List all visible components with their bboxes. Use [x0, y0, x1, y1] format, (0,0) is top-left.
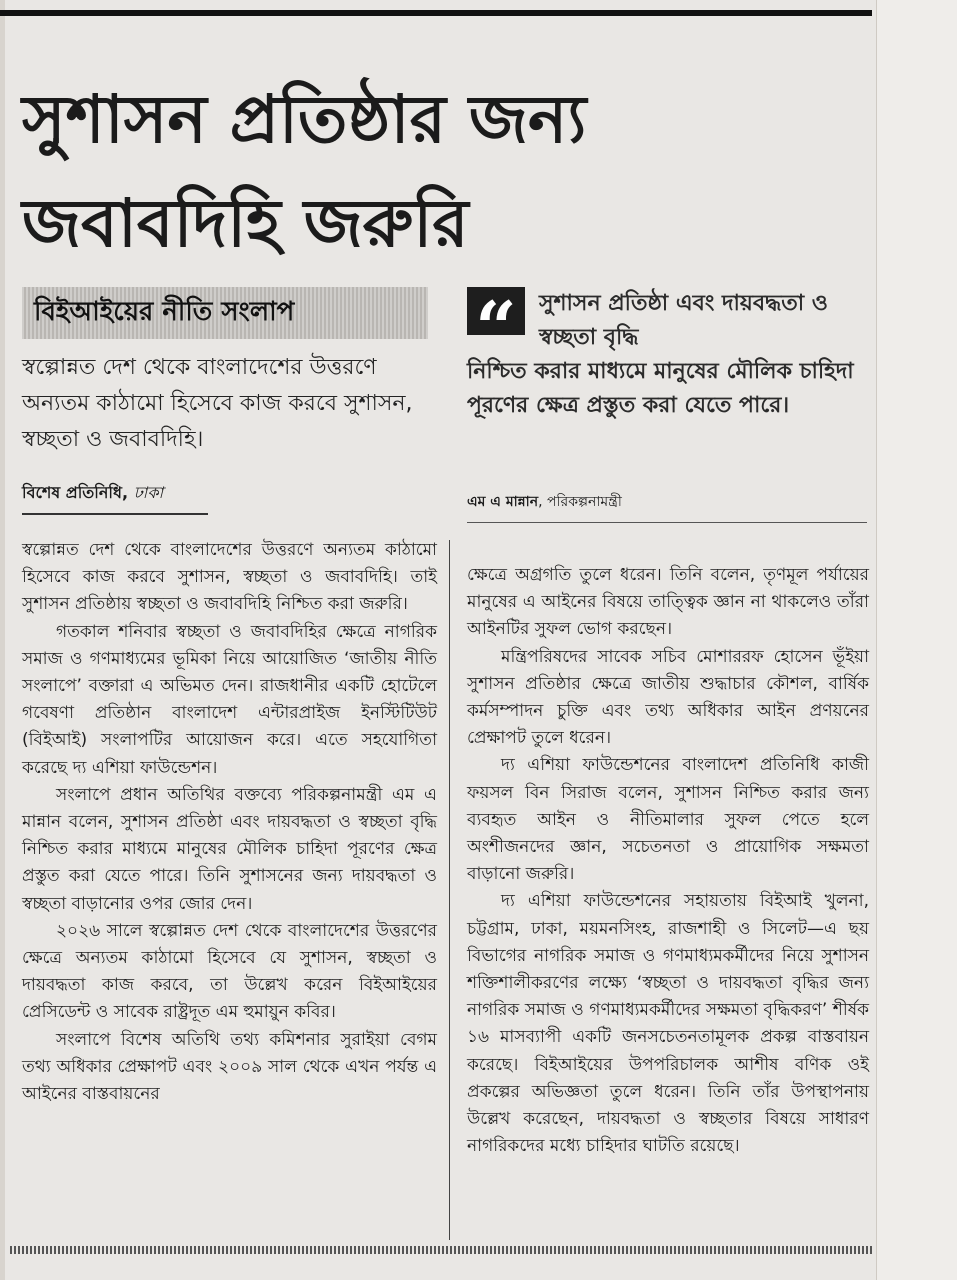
column-divider [449, 540, 450, 1240]
headline-line-1: সুশাসন প্রতিষ্ঠার জন্য [22, 81, 587, 158]
headline-line-2: জবাবদিহি জরুরি [22, 185, 469, 262]
adjacent-article-margin [876, 0, 957, 1280]
body-column-right [467, 562, 869, 1160]
body-paragraph: সংলাপে বিশেষ অতিথি তথ্য কমিশনার সুরাইয়া বেগম তথ্য অধিকার প্রেক্ষাপট এবং ২০০৯ সাল থেকে এখন পর্যন্ত এ আইনের বাস্তবায়নের [22, 1029, 437, 1105]
attribution-name: এম এ মান্নান [467, 494, 539, 510]
quote-mark-icon: “ [467, 287, 525, 335]
body-paragraph: দ্য এশিয়া ফাউন্ডেশনের সহায়তায় বিইআই খুলনা, চট্টগ্রাম, ঢাকা, ময়মনসিংহ, রাজশাহী ও সিলেট—এ ছয় বিভাগের নাগরিক সমাজ ও গণমাধ্যমকর্মীদের নিয়ে সুশাসন শক্তিশালীকরণের লক্ষ্যে ‘স্বচ্ছতা ও দায়বদ্ধতা বৃদ্ধির জন্য নাগরিক সমাজ ও গণমাধ্যমকর্মীদের সক্ষমতা বৃদ্ধিকরণ’ শীর্ষক ১৬ মাসব্যাপী একটি জনসচেতনতামূলক প্রকল্প বাস্তবায়ন করেছে। বিইআইয়ের উপপরিচালক আশীষ বণিক ওই প্রকল্পের অভিজ্ঞতা তুলে ধরেন। তিনি তাঁর উপস্থাপনায় উল্লেখ করেছেন, দায়বদ্ধতা ও স্বচ্ছতার বিষয়ে সাধারণ নাগরিকদের মধ্যে চাহিদার ঘাটতি রয়েছে। [467, 891, 869, 1157]
pull-quote-rest: নিশ্চিত করার মাধ্যমে মানুষের মৌলিক চাহিদা পূরণের ক্ষেত্র প্রস্তুত করা যেতে পারে। [467, 359, 854, 418]
headline [22, 68, 862, 276]
byline-place: ঢাকা [133, 483, 164, 502]
pull-quote-text [467, 287, 867, 423]
pull-quote [467, 287, 867, 423]
byline-rule [22, 513, 208, 515]
pull-quote-lead: সুশাসন প্রতিষ্ঠা এবং দায়বদ্ধতা ও স্বচ্ছতা বৃদ্ধি [539, 291, 828, 350]
byline-name: বিশেষ প্রতিনিধি [22, 483, 122, 502]
pull-quote-attribution: এম এ মান্নান, পরিকল্পনামন্ত্রী [467, 494, 622, 510]
standfirst: স্বল্পোন্নত দেশ থেকে বাংলাদেশের উত্তরণে অন্যতম কাঠামো হিসেবে কাজ করবে সুশাসন, স্বচ্ছতা ও জবাবদিহি। [22, 355, 413, 452]
body-paragraph: দ্য এশিয়া ফাউন্ডেশনের বাংলাদেশ প্রতিনিধি কাজী ফয়সল বিন সিরাজ বলেন, সুশাসন নিশ্চিত করার জন্য ব্যবহৃত আইন ও নীতিমালার সুফল পেতে হলে অংশীজনদের জ্ঞান, সচেতনতা ও প্রায়োগিক সক্ষমতা বাড়ানো জরুরি। [467, 755, 869, 885]
pull-quote-rule [467, 522, 867, 523]
byline: বিশেষ প্রতিনিধি, ঢাকা [22, 483, 164, 502]
body-paragraph: ২০২৬ সালে স্বল্পোন্নত দেশ থেকে বাংলাদেশের উত্তরণের ক্ষেত্রে অন্যতম কাঠামো হিসেবে যে সুশাসন, স্বচ্ছতা ও দায়বদ্ধতা কাজ করবে, তা উল্লেখ করেন বিইআইয়ের প্রেসিডেন্ট ও সাবেক রাষ্ট্রদূত এম হুমায়ুন কবির। [22, 920, 437, 1023]
body-paragraph: মন্ত্রিপরিষদের সাবেক সচিব মোশাররফ হোসেন ভূঁইয়া সুশাসন প্রতিষ্ঠার ক্ষেত্রে জাতীয় শুদ্ধাচার কৌশল, বার্ষিক কর্মসম্পাদন চুক্তি এবং তথ্য অধিকার আইন প্রণয়নের প্রেক্ষাপট তুলে ধরেন। [467, 646, 869, 749]
section-rubric [22, 287, 428, 339]
body-column-left [22, 537, 437, 1108]
attribution-title: পরিকল্পনামন্ত্রী [546, 494, 622, 510]
body-paragraph: স্বল্পোন্নত দেশ থেকে বাংলাদেশের উত্তরণে অন্যতম কাঠামো হিসেবে কাজ করবে সুশাসন, স্বচ্ছতা ও জবাবদিহি। তাই সুশাসন প্রতিষ্ঠায় স্বচ্ছতা ও জবাবদিহি নিশ্চিত করা জরুরি। [22, 540, 437, 615]
bottom-rule [10, 1246, 874, 1254]
rubric-label: বিইআইয়ের নীতি সংলাপ [34, 297, 295, 327]
body-paragraph: সংলাপে প্রধান অতিথির বক্তব্যে পরিকল্পনামন্ত্রী এম এ মান্নান বলেন, সুশাসন প্রতিষ্ঠা এবং দায়বদ্ধতা ও স্বচ্ছতা বৃদ্ধি নিশ্চিত করার মাধ্যমে মানুষের মৌলিক চাহিদা পূরণের ক্ষেত্র প্রস্তুত করা যেতে পারে। তিনি সুশাসনের জন্য দায়বদ্ধতা ও স্বচ্ছতা বাড়ানোর ওপর জোর দেন। [22, 784, 437, 914]
body-paragraph: ক্ষেত্রে অগ্রগতি তুলে ধরেন। তিনি বলেন, তৃণমূল পর্যায়ের মানুষের এ আইনের বিষয়ে তাত্ত্বিক জ্ঞান না থাকলেও তাঁরা আইনটির সুফল ভোগ করছেন। [467, 565, 869, 640]
body-paragraph: গতকাল শনিবার স্বচ্ছতা ও জবাবদিহির ক্ষেত্রে নাগরিক সমাজ ও গণমাধ্যমের ভূমিকা নিয়ে আয়োজিত ‘জাতীয় নীতি সংলাপে’ বক্তারা এ অভিমত দেন। রাজধানীর একটি হোটেলে গবেষণা প্রতিষ্ঠান বাংলাদেশ এন্টারপ্রাইজ ইনস্টিটিউট (বিইআই) সংলাপটির আয়োজন করে। এতে সহযোগিতা করেছে দ্য এশিয়া ফাউন্ডেশন। [22, 621, 437, 778]
page-edge [0, 0, 5, 1280]
top-rule [0, 10, 872, 16]
